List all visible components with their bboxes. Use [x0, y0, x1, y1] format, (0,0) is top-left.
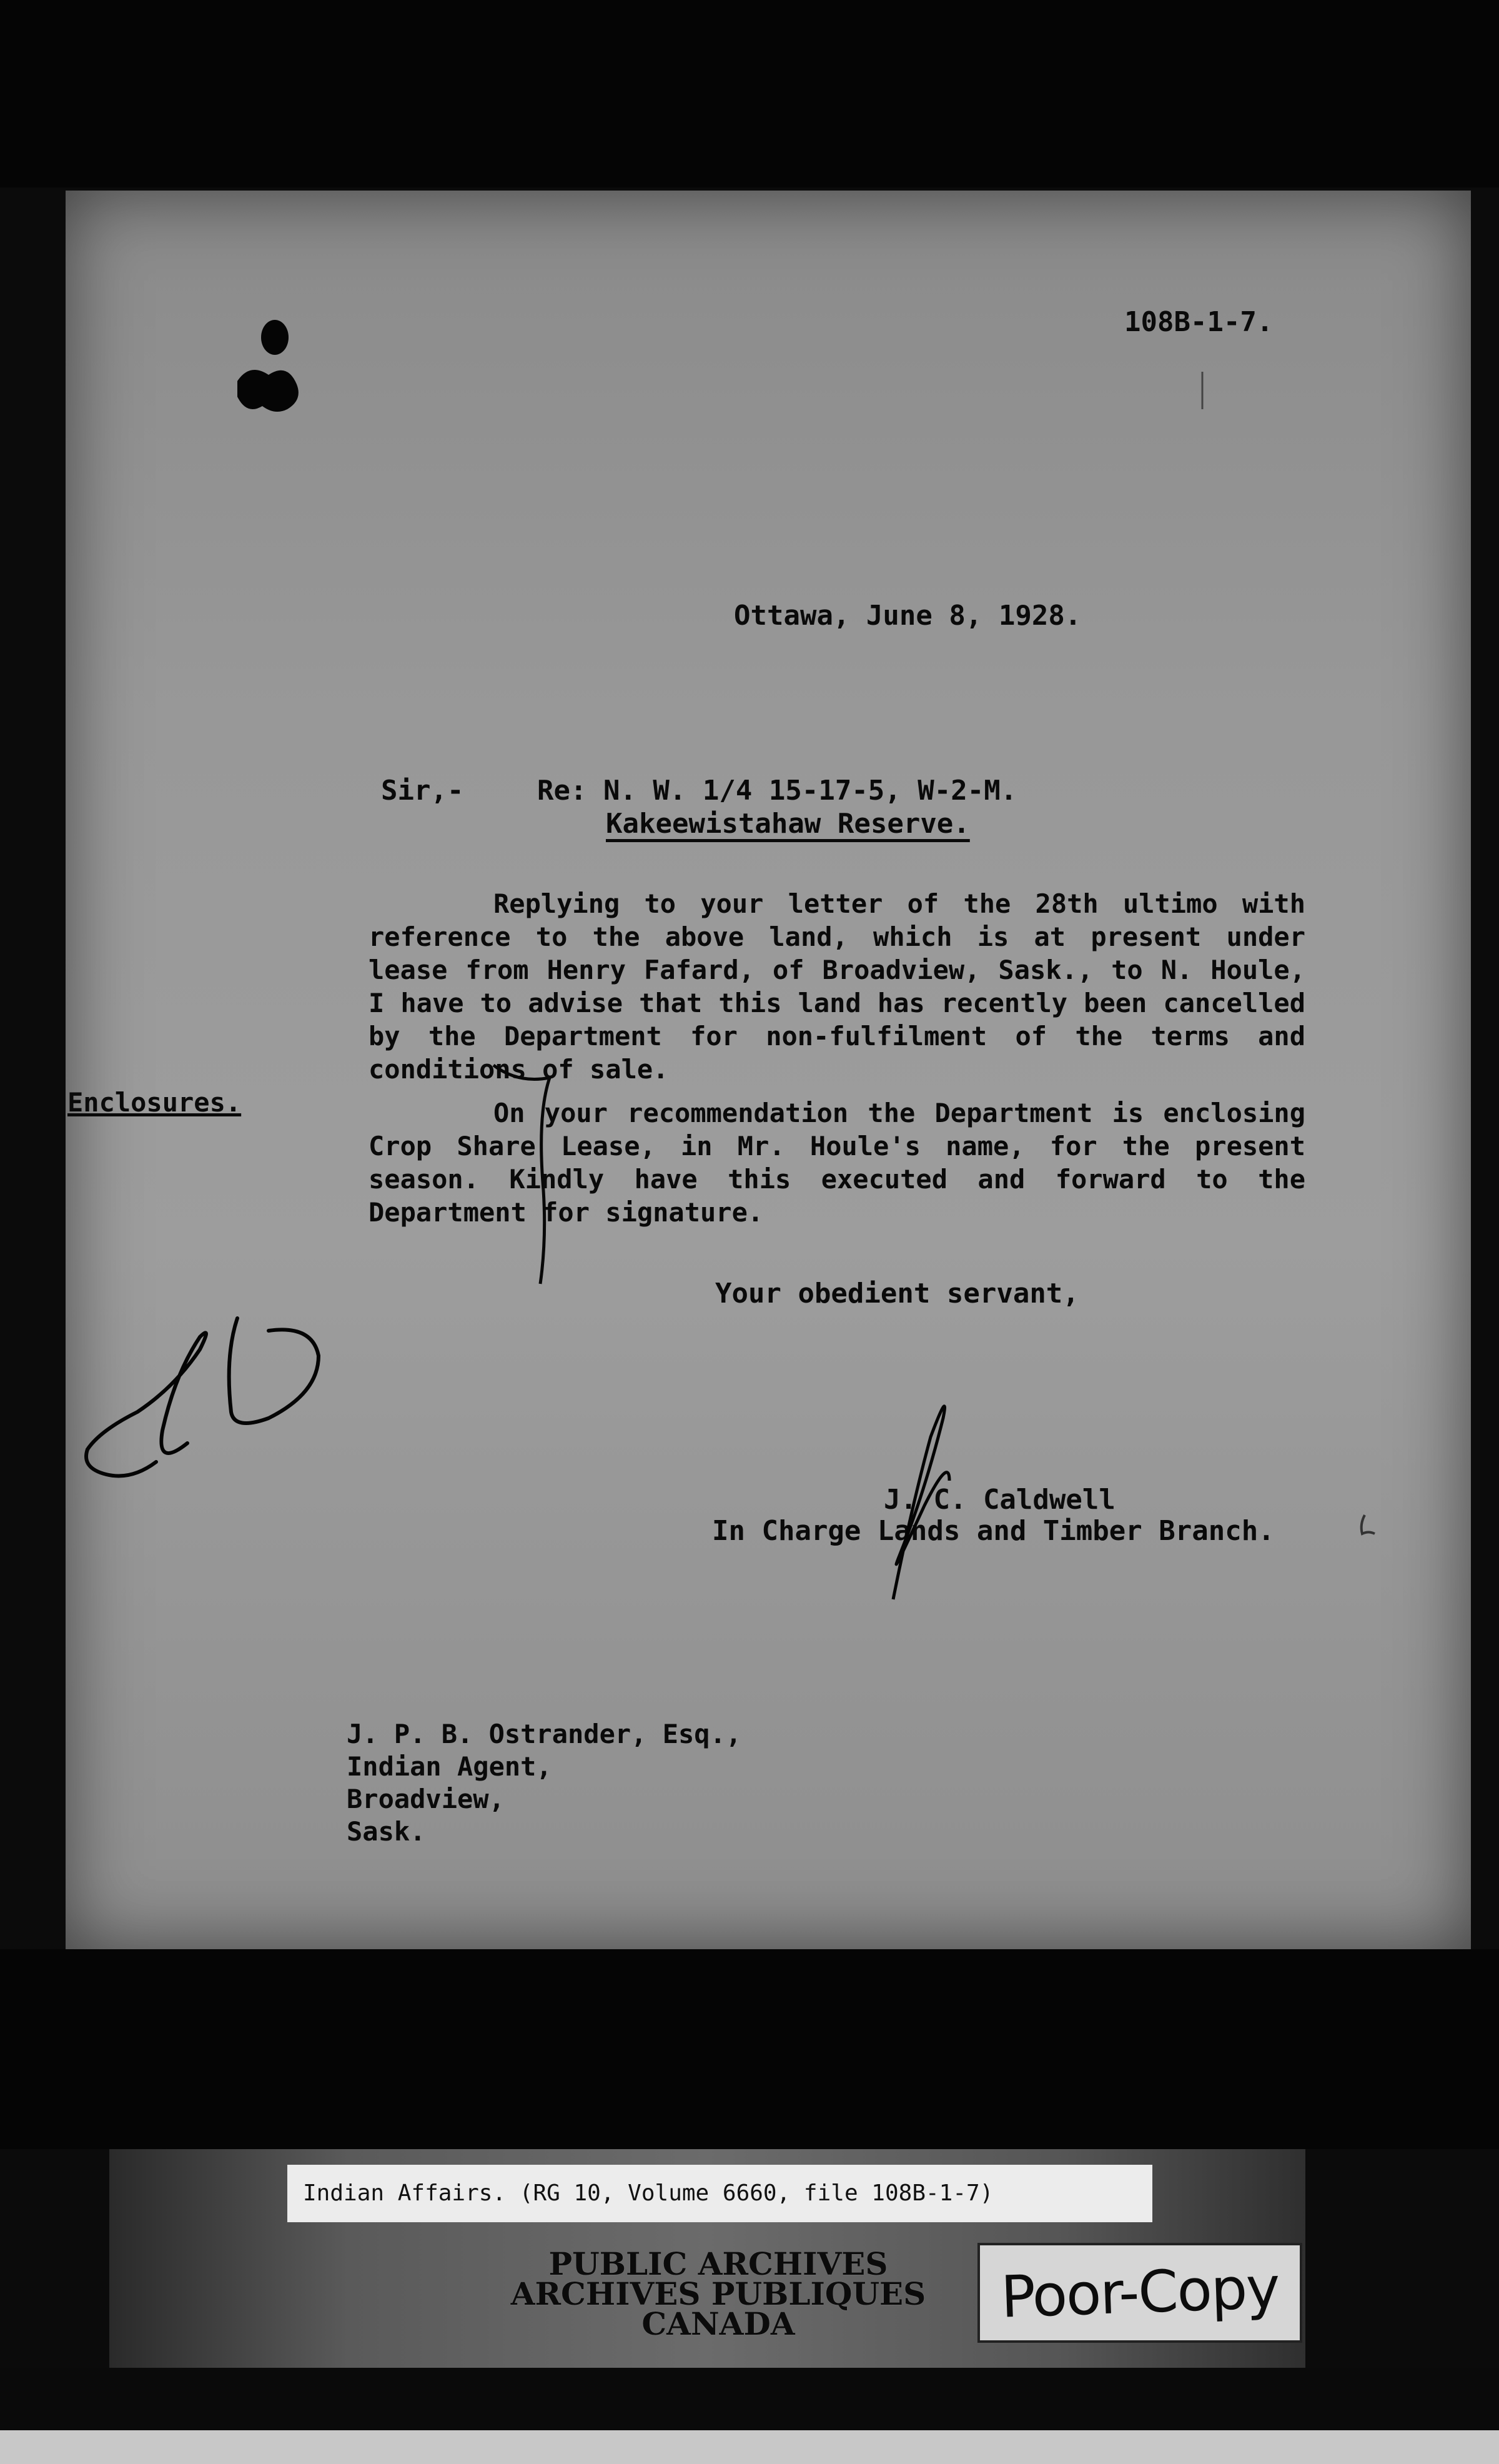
enclosures-note: Enclosures. — [67, 1087, 242, 1118]
addressee-line: Sask. — [347, 1816, 426, 1847]
microfilm-frame-gap — [0, 1949, 1499, 2149]
citation-label: Indian Affairs. (RG 10, Volume 6660, file 108B-1-7) — [287, 2165, 1152, 2222]
body-paragraph-1: Replying to your letter of the 28th ultimo with reference to the above land, which is at present under lease from Henry Fafard, of Broadview, Sask., to N. Houle, I have to advise that this land has recently been cancelled by the Department for non-fulfilment of the terms and conditions of sale. — [369, 888, 1305, 1085]
body-paragraph-2: On your recommendation the Department is enclosing Crop Share Lease, in Mr. Houle's name, for the present season. Kindly have this executed and forward to the Department for signature. — [369, 1098, 1305, 1228]
public-archives-stamp — [487, 2245, 949, 2342]
stamp-line: PUBLIC ARCHIVES — [548, 2245, 888, 2282]
file-reference: 108B-1-7. — [1124, 306, 1274, 338]
closing: Your obedient servant, — [715, 1278, 1079, 1309]
signatory-name: J. C. Caldwell — [884, 1484, 1116, 1516]
addressee-line: Broadview, — [347, 1784, 505, 1814]
reserve-line: Kakeewistahaw Reserve. — [606, 808, 970, 840]
addressee-line: Indian Agent, — [347, 1751, 552, 1782]
microfilm-frame-top — [0, 0, 1499, 187]
addressee-block — [347, 1718, 741, 1848]
stamp-line: ARCHIVES PUBLIQUES — [510, 2275, 926, 2312]
addressee-line: J. P. B. Ostrander, Esq., — [347, 1719, 742, 1749]
letter-date: Ottawa, June 8, 1928. — [734, 600, 1082, 632]
salutation: Sir,- — [381, 775, 464, 807]
subject-line: Re: N. W. 1/4 15-17-5, W-2-M. — [537, 775, 1017, 807]
frame-bottom-edge — [0, 2430, 1499, 2464]
signatory-title: In Charge Lands and Timber Branch. — [712, 1515, 1275, 1547]
poor-copy-note: Poor-Copy — [999, 2254, 1280, 2331]
stamp-line: CANADA — [641, 2305, 795, 2342]
